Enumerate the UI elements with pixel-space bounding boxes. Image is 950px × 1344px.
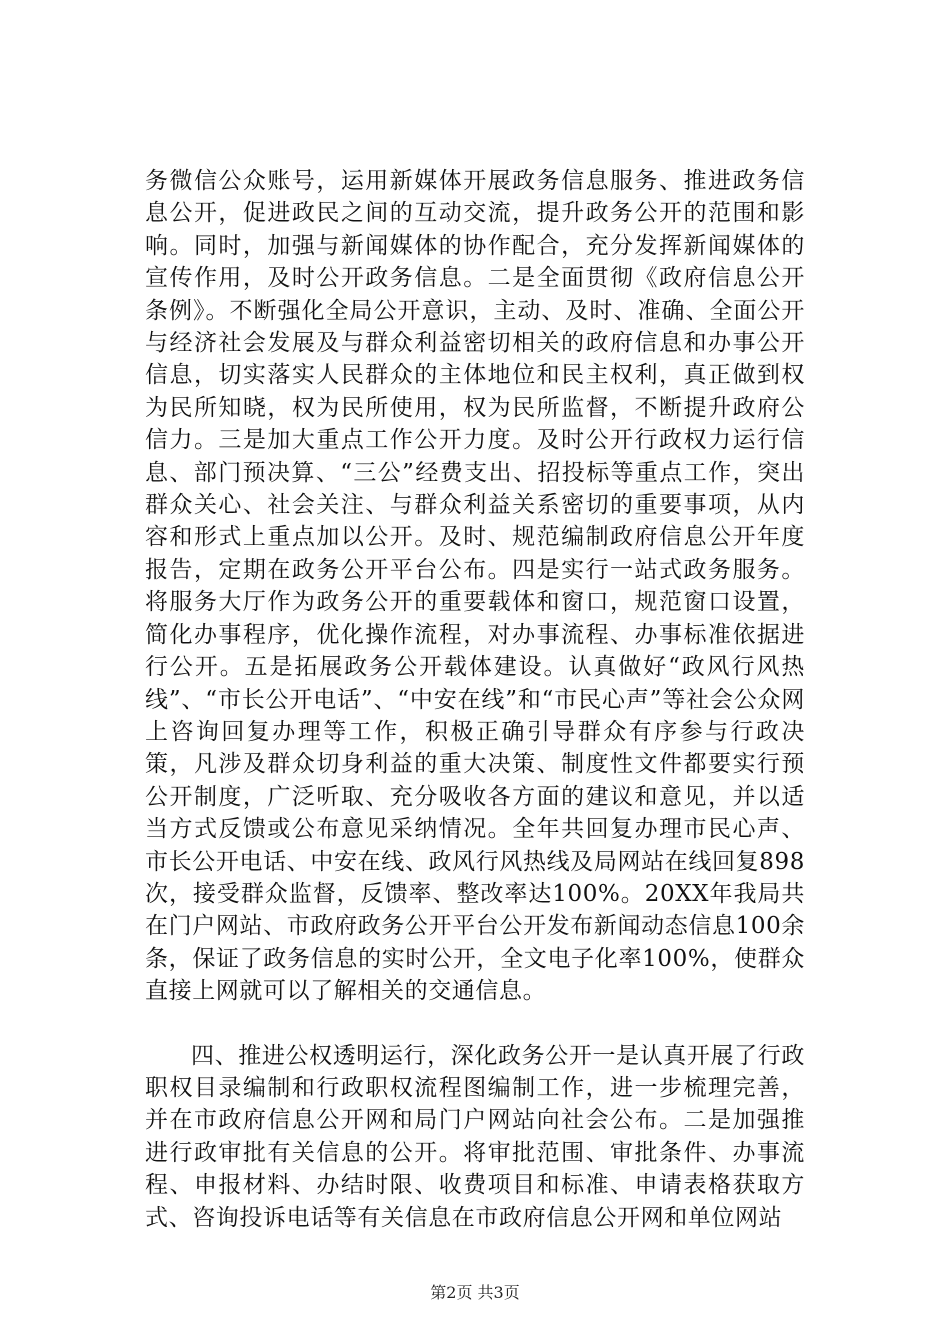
paragraph-continuation: 务微信公众账号，运用新媒体开展政务信息服务、推进政务信息公开，促进政民之间的互动交流，提升政务公开的范围和影响。同时，加强与新闻媒体的协作配合，充分发挥新闻媒体的宣传作用，及时公开政务信息。二是全面贯彻《政府信息公开条例》。不断强化全局公开意识，主动、及时、准确、全面公开与经济社会发展及与群众利益密切相关的政府信息和办事公开信息，切实落实人民群众的主体地位和民主权利，真正做到权为民所知晓，权为民所使用，权为民所监督，不断提升政府公信力。三是加大重点工作公开力度。及时公开行政权力运行信息、部门预决算、“三公”经费支出、招投标等重点工作，突出群众关心、社会关注、与群众利益关系密切的重要事项，从内容和形式上重点加以公开。及时、规范编制政府信息公开年度报告，定期在政务公开平台公布。四是实行一站式政务服务。将服务大厅作为政务公开的重要载体和窗口，规范窗口设置，简化办事程序，优化操作流程，对办事流程、办事标准依据进行公开。五是拓展政务公开载体建设。认真做好“政风行风热线”、“市长公开电话”、“中安在线”和“市民心声”等社会公众网上咨询回复办理等工作，积极正确引导群众有序参与行政决策，凡涉及群众切身利益的重大决策、制度性文件都要实行预公开制度，广泛听取、充分吸收各方面的建议和意见，并以适当方式反馈或公布意见采纳情况。全年共回复办理市民心声、市长公开电话、中安在线、政风行风热线及局网站在线回复898次，接受群众监督，反馈率、整改率达100%。20XX年我局共在门户网站、市政府政务公开平台公开发布新闻动态信息100余条，保证了政务信息的实时公开，全文电子化率100%，使群众直接上网就可以了解相关的交通信息。 xyxy=(145,168,805,1005)
document-body xyxy=(145,165,805,1234)
paragraph-section-four: 四、推进公权透明运行，深化政务公开一是认真开展了行政职权目录编制和行政职权流程图编制工作，进一步梳理完善，并在市政府信息公开网和局门户网站向社会公布。二是加强推进行政审批有关信息的公开。将审批范围、审批条件、办事流程、申报材料、办结时限、收费项目和标准、申请表格获取方式、咨询投诉电话等有关信息在市政府信息公开网和单位网站 xyxy=(145,1042,805,1231)
page-number-footer: 第2页 共3页 xyxy=(430,1283,520,1302)
